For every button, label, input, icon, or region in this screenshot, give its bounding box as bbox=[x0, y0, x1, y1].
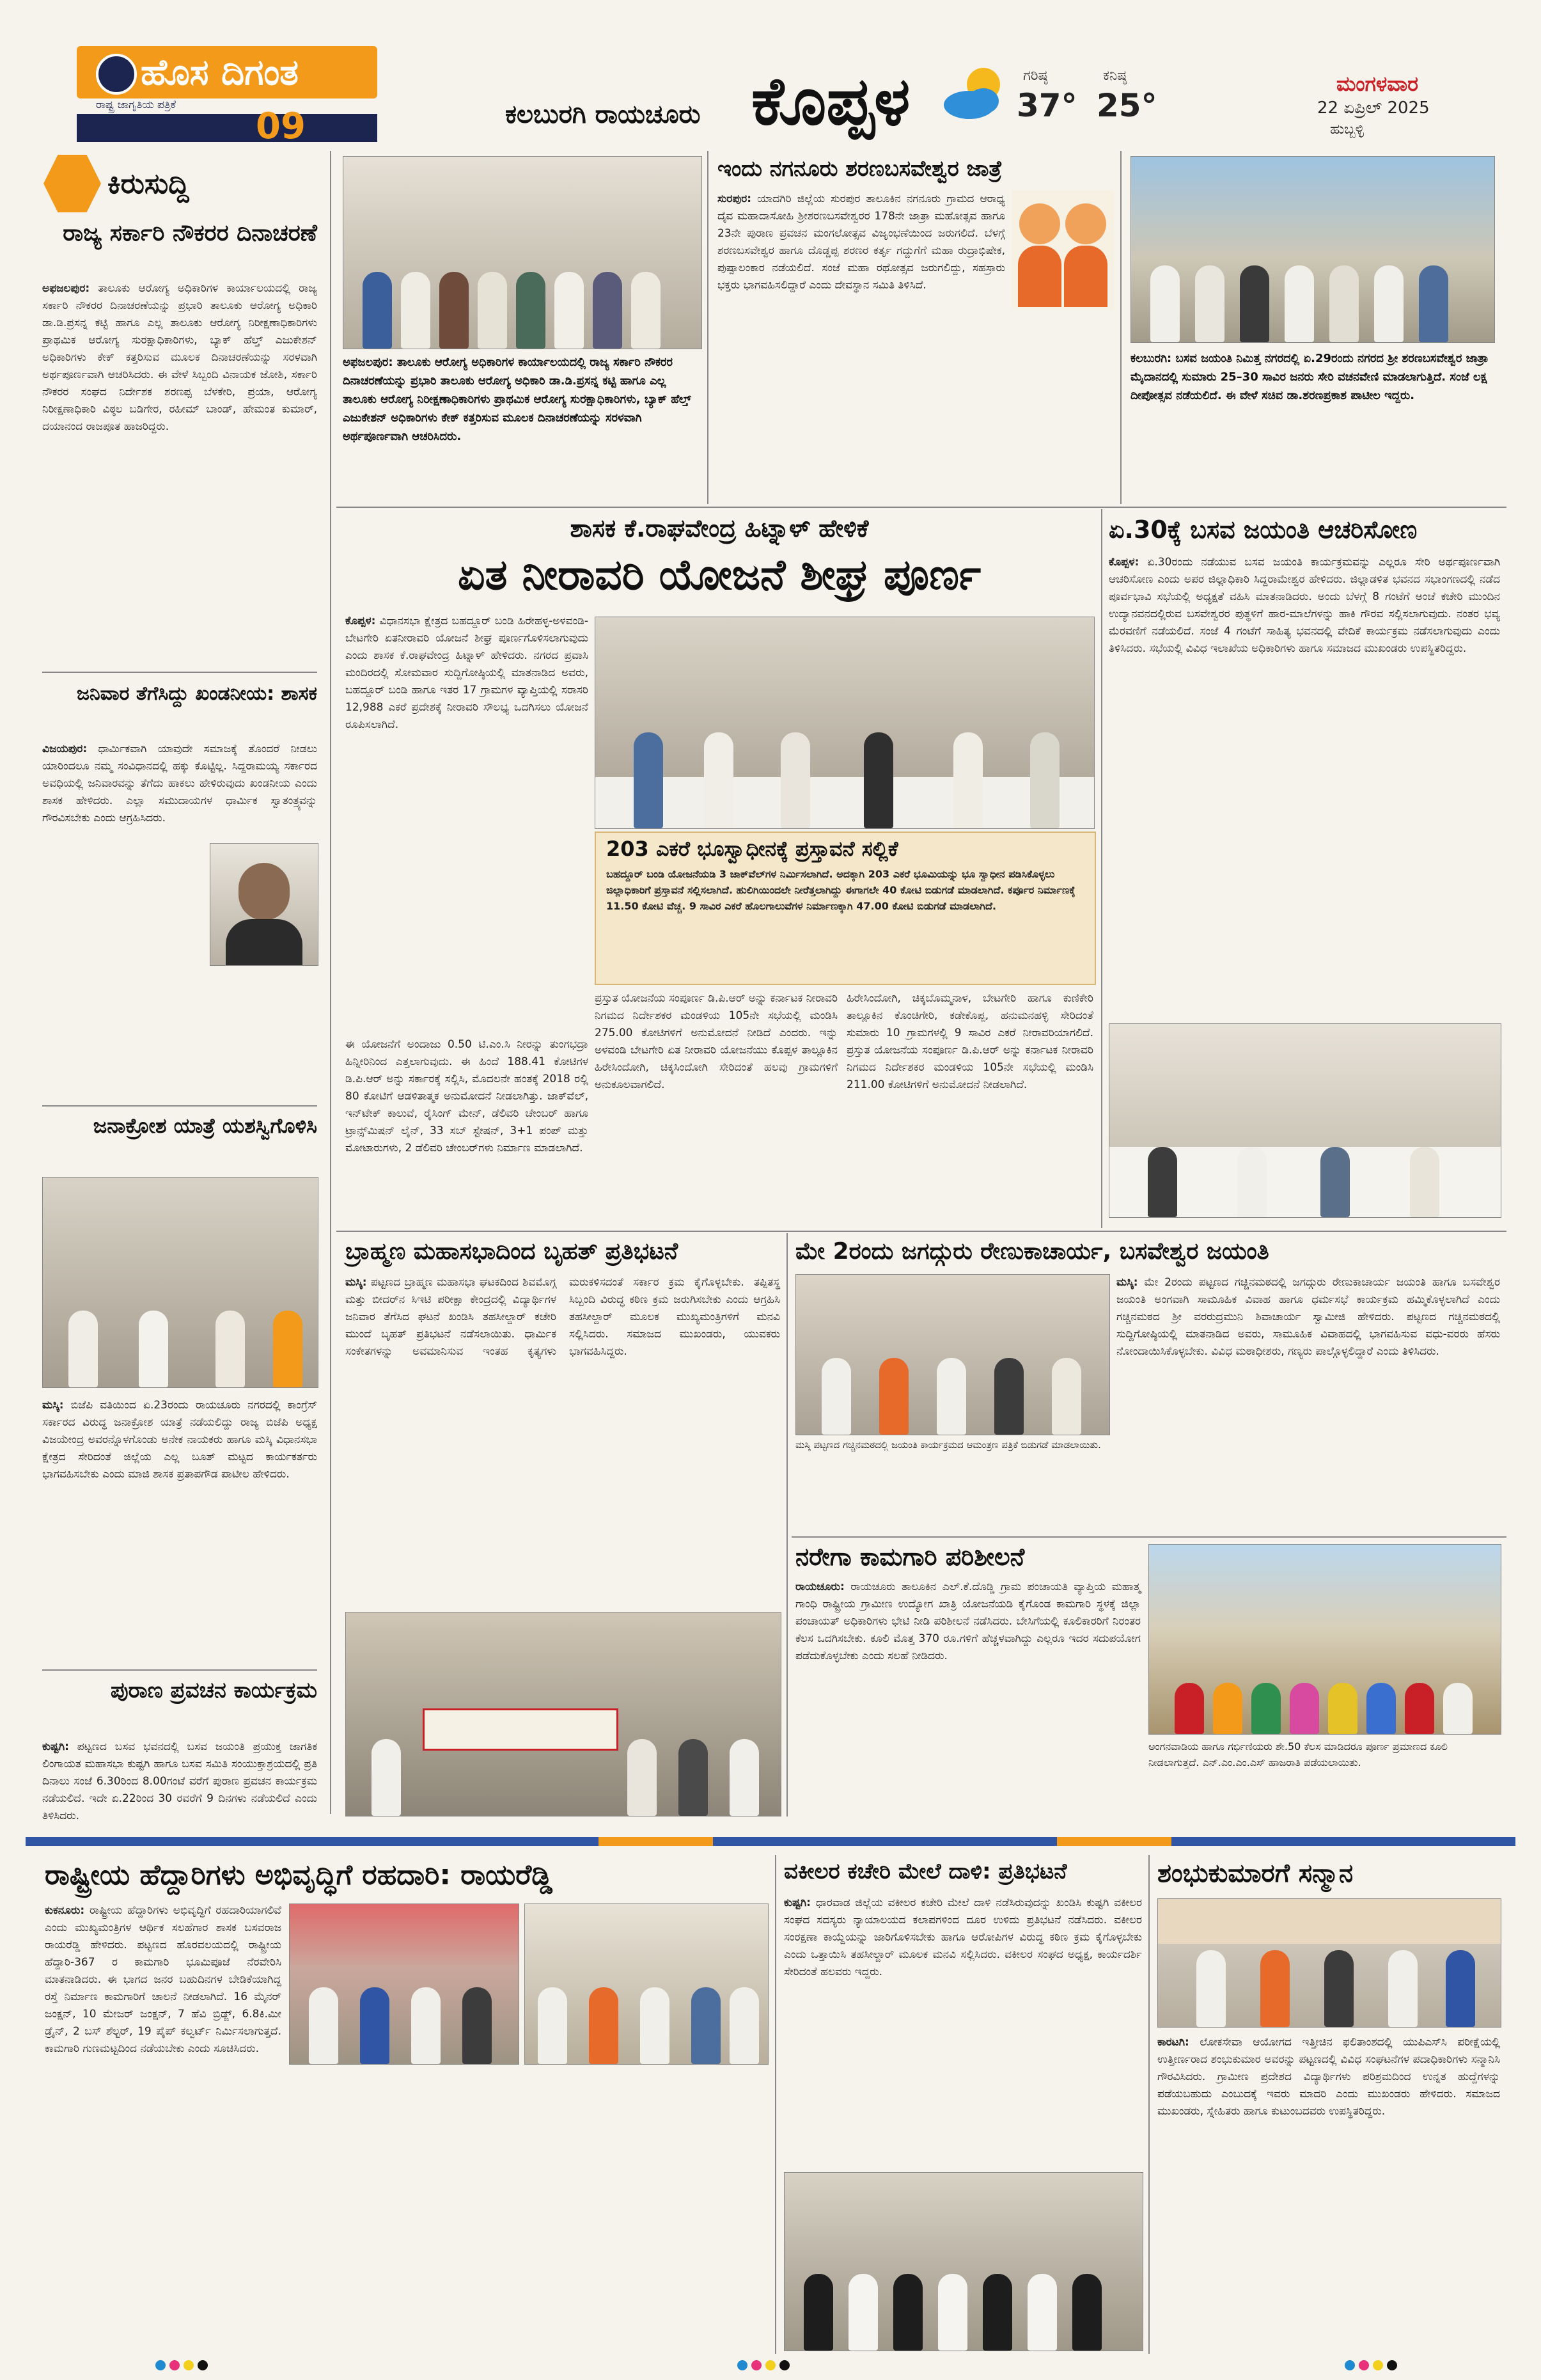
basava-body bbox=[1109, 554, 1500, 1012]
highway-headline: ರಾಷ್ಟ್ರೀಯ ಹೆದ್ದಾರಿಗಳು ಅಭಿವೃದ್ಧಿಗೆ ರಹದಾರಿ: ರಾಯರೆಡ್ಡಿ bbox=[45, 1859, 552, 1891]
brahmana-body bbox=[345, 1274, 780, 1607]
honor-byline: ಕಾರಟಗಿ: bbox=[1157, 2036, 1189, 2049]
narega-worksite-photo bbox=[1148, 1544, 1501, 1735]
logo-tagline: ರಾಷ್ಟ್ರ ಜಾಗೃತಿಯ ಪತ್ರಿಕೆ bbox=[96, 99, 176, 111]
masthead bbox=[0, 0, 1541, 154]
story-body bbox=[42, 1397, 317, 1666]
section-divider bbox=[792, 1536, 1506, 1538]
brahmana-headline: ಬ್ರಾಹ್ಮಣ ಮಹಾಸಭಾದಿಂದ ಬೃಹತ್ ಪ್ರತಿಭಟನೆ bbox=[345, 1238, 678, 1265]
kirusuddi-header bbox=[43, 155, 203, 212]
lead-column-4 bbox=[847, 990, 1093, 1227]
story-byline: ಕುಷ್ಟಗಿ: bbox=[42, 1740, 69, 1753]
info-box bbox=[595, 831, 1096, 985]
jatre-body bbox=[717, 191, 1005, 501]
narega-headline: ನರೇಗಾ ಕಾಮಗಾರಿ ಪರಿಶೀಲನೆ bbox=[795, 1543, 1025, 1571]
honor-photo bbox=[1157, 1898, 1501, 2028]
lead-text-3: ಪ್ರಸ್ತುತ ಯೋಜನೆಯ ಸಂಪೂರ್ಣ ಡಿ.ಪಿ.ಆರ್ ಅನ್ನು ಕರ್ನಾಟಕ ನೀರಾವರಿ ನಿಗಮದ ನಿರ್ದೇಶಕರ ಮಂಡಳಿಯ 105ನೇ ಸಭೆಯಲ್ಲಿ ಮಂಡಿಸಿ 275.00 ಕೋಟಿಗಳಿಗೆ ಅನುಮೋದನೆ ನೀಡಿದೆ ಎಂದರು. ಇನ್ನು ಅಳವಂಡಿ ಬೇಟಗೇರಿ ಏತ ನೀರಾವರಿ ಯೋಜನೆಯು ಕೊಪ್ಪಳ ತಾಲ್ಲೂಕಿನ ಹಿರೇಸಿಂದೋಗಿ, ಚಿಕ್ಕಸಿಂದೋಗಿ ಸೇರಿದಂತೆ ಹಲವು ಗ್ರಾಮಗಳಿಗೆ ಅನುಕೂಲವಾಗಲಿದೆ. bbox=[595, 992, 838, 1091]
jatre-text: ಯಾದಗಿರಿ ಜಿಲ್ಲೆಯ ಸುರಪುರ ತಾಲೂಕಿನ ನಗನೂರು ಗ್ರಾಮದ ಆರಾಧ್ಯ ದೈವ ಮಹಾದಾಸೋಹಿ ಶ್ರೀಶರಣಬಸವೇಶ್ವರರ 178ನೇ ಜಾತ್ರಾ ಮಹೋತ್ಸವ ಹಾಗೂ 23ನೇ ಪುರಾಣ ಪ್ರವಚನ ಮಂಗಲೋತ್ಸವ ವಿಜೃಂಭಣೆಯಿಂದ ಜರುಗಲಿದೆ. ಬೆಳಗ್ಗೆ ಶರಣಬಸವೇಶ್ವರ ಹಾಗೂ ದೊಡ್ಡಪ್ಪ ಶರಣರ ಕರ್ತೃ ಗದ್ದುಗೆಗೆ ಮಹಾ ರುದ್ರಾಭಿಷೇಕ, ಪುಷ್ಪಾಲಂಕಾರ ನಡೆಯಲಿದೆ. ಸಂಜೆ ಮಹಾ ರಥೋತ್ಸವ ಜರುಗಲಿದ್ದು, ಸಹಸ್ರಾರು ಭಕ್ತರು ಭಾಗವಹಿಸಲಿದ್ದಾರೆ ಎಂದು ದೇವಸ್ಥಾನ ಸಮಿತಿ ತಿಳಿಸಿದೆ. bbox=[717, 193, 1005, 292]
story-body bbox=[42, 280, 317, 664]
story-head: ರಾಜ್ಯ ಸರ್ಕಾರಿ ನೌಕರರ ದಿನಾಚರಣೆ bbox=[63, 220, 317, 246]
story-head: ಜನಿವಾರ ತೆಗೆಸಿದ್ದು ಖಂಡನೀಯ: ಶಾಸಕ bbox=[76, 682, 317, 705]
renuka-body bbox=[1116, 1274, 1500, 1530]
column-divider bbox=[1120, 151, 1122, 504]
max-temp-label: ಗರಿಷ್ಠ bbox=[1023, 68, 1048, 84]
lawyer-byline: ಕುಷ್ಟಗಿ: bbox=[784, 1896, 811, 1909]
highway-body-1 bbox=[45, 1902, 281, 2350]
narega-text: ರಾಯಚೂರು ತಾಲೂಕಿನ ಎಲ್.ಕೆ.ದೊಡ್ಡಿ ಗ್ರಾಮ ಪಂಚಾಯತಿ ವ್ಯಾಪ್ತಿಯ ಮಹಾತ್ಮ ಗಾಂಧಿ ರಾಷ್ಟ್ರೀಯ ಗ್ರಾಮೀಣ ಉದ್ಯೋಗ ಖಾತ್ರಿ ಯೋಜನೆಯಡಿ ಕೈಗೊಂಡ ಕಾಮಗಾರಿ ಸ್ಥಳಕ್ಕೆ ಜಿಲ್ಲಾ ಪಂಚಾಯತ್ ಅಧಿಕಾರಿಗಳು ಭೇಟಿ ನೀಡಿ ಪರಿಶೀಲನೆ ನಡೆಸಿದರು. ಬೇಸಿಗೆಯಲ್ಲಿ ಕೂಲಿಕಾರರಿಗೆ ನಿರಂತರ ಕೆಲಸ ಒದಗಿಸಬೇಕು. ಕೂಲಿ ಮೊತ್ತ 370 ರೂ.ಗಳಿಗೆ ಹೆಚ್ಚಳವಾಗಿದ್ದು ಎಲ್ಲರೂ ಇದರ ಸದುಪಯೋಗ ಪಡೆದುಕೊಳ್ಳಬೇಕು ಎಂದು ಸಲಹೆ ನೀಡಿದರು. bbox=[795, 1580, 1141, 1662]
lawyers-protest-photo bbox=[784, 2172, 1143, 2351]
kirusuddi-title: ಕಿರುಸುದ್ದಿ bbox=[107, 168, 189, 200]
info-box-text: ಬಹದ್ದೂರ್ ಬಂಡಿ ಯೋಜನೆಯಡಿ 3 ಜಾಕ್‌ವೆಲ್‌ಗಳ ನಿರ್ಮಿಸಲಾಗಿದೆ. ಅದಕ್ಕಾಗಿ 203 ಎಕರೆ ಭೂಮಿಯನ್ನು ಭೂ ಸ್ವಾಧೀನ ಪಡಿಸಿಕೊಳ್ಳಲು ಜಿಲ್ಲಾಧಿಕಾರಿಗೆ ಪ್ರಸ್ತಾವನೆ ಸಲ್ಲಿಸಲಾಗಿದೆ. ಹುಲಿಗಿಯಿಂದಲೇ ನೀರೆತ್ತಲಾಗಿದ್ದು ಈಗಾಗಲೇ 40 ಕೋಟಿ ಬಿಡುಗಡೆ ಮಾಡಲಾಗಿದೆ. ಕರ್ಪೂರ ನಿರ್ಮಾಣಕ್ಕೆ 11.50 ಕೋಟಿ ವೆಚ್ಚ. 9 ಸಾವಿರ ಎಕರೆ ಹೊಲಗಾಲುವೆಗಳ ನಿರ್ಮಾಣಕ್ಕಾಗಿ 47.00 ಕೋಟಿ ಬಿಡುಗಡೆ ಮಾಡಲಾಗಿದೆ. bbox=[606, 868, 1076, 912]
brahmana-text: ಪಟ್ಟಣದ ಬ್ರಾಹ್ಮಣ ಮಹಾಸಭಾ ಘಟಕದಿಂದ ಶಿವಮೊಗ್ಗ ಮತ್ತು ಬೀದರ್‌ನ ಸಿಇಟಿ ಪರೀಕ್ಷಾ ಕೇಂದ್ರದಲ್ಲಿ ವಿದ್ಯಾರ್ಥಿಗಳ ಜನಿವಾರ ತೆಗೆಸಿದ ಘಟನೆ ಖಂಡಿಸಿ ತಹಸೀಲ್ದಾರ್ ಕಚೇರಿ ಮುಂದೆ ಬೃಹತ್ ಪ್ರತಿಭಟನೆ ನಡೆಸಲಾಯಿತು. ಧಾರ್ಮಿಕ ಸಂಕೇತಗಳನ್ನು ಅವಮಾನಿಸುವ ಇಂತಹ ಕೃತ್ಯಗಳು ಮರುಕಳಿಸದಂತೆ ಸರ್ಕಾರ ಕ್ರಮ ಕೈಗೊಳ್ಳಬೇಕು. ತಪ್ಪಿತಸ್ಥ ಸಿಬ್ಬಂದಿ ವಿರುದ್ಧ ಕಠಿಣ ಕ್ರಮ ಜರುಗಿಸಬೇಕು ಎಂದು ಆಗ್ರಹಿಸಿ ತಹಸೀಲ್ದಾರ್ ಮೂಲಕ ಮುಖ್ಯಮಂತ್ರಿಗಳಿಗೆ ಮನವಿ ಸಲ್ಲಿಸಿದರು. ಸಮಾಜದ ಮುಖಂಡರು, ಯುವಕರು ಭಾಗವಹಿಸಿದ್ದರು. bbox=[345, 1276, 780, 1358]
column-divider bbox=[1101, 509, 1102, 1228]
max-temp: 37° bbox=[1017, 87, 1077, 124]
min-temp-label: ಕನಿಷ್ಠ bbox=[1103, 68, 1127, 84]
lead-column-3 bbox=[595, 990, 838, 1227]
photo-caption: ಅಂಗನವಾಡಿಯ ಹಾಗೂ ಗರ್ಭಿಣಿಯರು ಶೇ.50 ಕೆಲಸ ಮಾಡಿದರೂ ಪೂರ್ಣ ಪ್ರಮಾಣದ ಕೂಲಿ ನೀಡಲಾಗುತ್ತದೆ. ಎನ್.ಎಂ.ಎಂ.ಎಸ್ ಹಾಜರಾತಿ ಪಡೆಯಲಾಯಿತು. bbox=[1148, 1740, 1448, 1769]
lead-text-1: ವಿಧಾನಸಭಾ ಕ್ಷೇತ್ರದ ಬಹದ್ದೂರ್ ಬಂಡಿ ಹಿರೇಹಳ್ಳ-ಅಳವಂಡಿ-ಬೇಟಗೇರಿ ಏತನೀರಾವರಿ ಯೋಜನೆ ಶೀಘ್ರ ಪೂರ್ಣಗೊಳಿಸಲಾಗುವುದು ಎಂದು ಶಾಸಕ ಕೆ.ರಾಘವೇಂದ್ರ ಹಿಟ್ನಾಳ್ ಹೇಳಿದರು. ನಗರದ ಪ್ರವಾಸಿ ಮಂದಿರದಲ್ಲಿ ಸೋಮವಾರ ಸುದ್ದಿಗೋಷ್ಠಿಯಲ್ಲಿ ಮಾತನಾಡಿದ ಅವರು, ಬಹದ್ದೂರ್ ಬಂಡಿ ಹಾಗೂ ಇತರ 17 ಗ್ರಾಮಗಳ ವ್ಯಾಪ್ತಿಯಲ್ಲಿ ಸರಾಸರಿ 12,988 ಎಕರೆ ಪ್ರದೇಶಕ್ಕೆ ನೀರಾವರಿ ಸೌಲಭ್ಯ ಒದಗಿಸಲು ಯೋಜನೆ ರೂಪಿಸಲಾಗಿದೆ. bbox=[345, 615, 589, 731]
story-body bbox=[42, 741, 317, 1099]
narega-body bbox=[795, 1579, 1141, 1815]
story-byline: ವಿಜಯಪುರ: bbox=[42, 743, 88, 755]
photo-caption: ಮಸ್ಕಿ ಪಟ್ಟಣದ ಗಚ್ಚಿನಮಠದಲ್ಲಿ ಜಯಂತಿ ಕಾರ್ಯಕ್ರಮದ ಆಮಂತ್ರಣ ಪತ್ರಿಕೆ ಬಿಡುಗಡೆ ಮಾಡಲಾಯಿತು. bbox=[795, 1439, 1101, 1451]
column-divider bbox=[330, 151, 331, 1814]
honor-body bbox=[1157, 2034, 1500, 2350]
lead-text-4: ಹಿರೇಸಿಂದೋಗಿ, ಚಿಕ್ಕಬೊಮ್ಮನಾಳ, ಬೇಟಗೇರಿ ಹಾಗೂ ಕುಣಿಕೇರಿ ತಾಲ್ಲೂಕಿನ ಕೊಂಚಿಗೇರಿ, ಕಡೇಕೊಪ್ಪ, ಹನುಮನಹಳ್ಳಿ ಸೇರಿದಂತೆ ಸುಮಾರು 10 ಗ್ರಾಮಗಳಲ್ಲಿ 9 ಸಾವಿರ ಎಕರೆ ನೀರಾವರಿಯಾಗಲಿದೆ. ಪ್ರಸ್ತುತ ಯೋಜನೆಯ ಸಂಪೂರ್ಣ ಡಿ.ಪಿ.ಆರ್ ಅನ್ನು ಕರ್ನಾಟಕ ನೀರಾವರಿ ನಿಗಮದ ನಿರ್ದೇಶಕರ ಮಂಡಳಿಯ 105ನೇ ಸಭೆಯಲ್ಲಿ ಮಂಡಿಸಿ 211.00 ಕೋಟಿಗಳಿಗೆ ಅನುಮೋದನೆ ನೀಡಲಾಗಿದೆ. bbox=[847, 992, 1093, 1091]
highway-byline: ಕುಕನೂರು: bbox=[45, 1904, 85, 1917]
leaders-photo bbox=[42, 1177, 318, 1388]
basava-headline: ಏ.30ಕ್ಕೆ ಬಸವ ಜಯಂತಿ ಆಚರಿಸೋಣ bbox=[1109, 516, 1418, 544]
lead-text-2: ಈ ಯೋಜನೆಗೆ ಅಂದಾಜು 0.50 ಟಿ.ಎಂ.ಸಿ ನೀರನ್ನು ತುಂಗಭದ್ರಾ ಹಿನ್ನೀರಿನಿಂದ ಎತ್ತಲಾಗುವುದು. ಈ ಹಿಂದೆ 188.41 ಕೋಟಿಗಳ ಡಿ.ಪಿ.ಆರ್ ಅನ್ನು ಸರ್ಕಾರಕ್ಕೆ ಸಲ್ಲಿಸಿ, ಮೊದಲನೇ ಹಂತಕ್ಕೆ 2018 ರಲ್ಲಿ 80 ಕೋಟಿಗೆ ಆಡಳಿತಾತ್ಮಕ ಅನುಮೋದನೆ ನೀಡಲಾಗಿತ್ತು. ಜಾಕ್‌ವೆಲ್, ಇನ್‌ಟೇಕ್ ಕಾಲುವೆ, ರೈಸಿಂಗ್ ಮೇನ್, ಡೆಲಿವರಿ ಚೇಂಬರ್ ಹಾಗೂ ಟ್ರಾನ್ಸ್‌ಮಿಷನ್ ಲೈನ್, 33 ಸಬ್ ಸ್ಟೇಷನ್, 3+1 ಪಂಪ್ ಮತ್ತು ಮೋಟಾರುಗಳು, 2 ಡೆಲಿವರಿ ಚೇಂಬರ್‌ಗಳು ನಿರ್ಮಾಣ ಮಾಡಲಾಗಿದೆ. bbox=[345, 1038, 588, 1155]
renuka-byline: ಮಸ್ಕಿ: bbox=[1116, 1276, 1138, 1289]
lead-byline: ಕೊಪ್ಪಳ: bbox=[345, 615, 376, 627]
weekday: ಮಂಗಳವಾರ bbox=[1336, 72, 1419, 96]
jatre-byline: ಸುರಪುರ: bbox=[717, 193, 752, 205]
registration-dots-icon bbox=[735, 2360, 792, 2373]
story-text: ತಾಲೂಕು ಆರೋಗ್ಯ ಅಧಿಕಾರಿಗಳ ಕಾರ್ಯಾಲಯದಲ್ಲಿ ರಾಜ್ಯ ಸರ್ಕಾರಿ ನೌಕರರ ದಿನಾಚರಣೆಯನ್ನು ಪ್ರಭಾರಿ ತಾಲೂಕು ಆರೋಗ್ಯ ಅಧಿಕಾರಿ ಡಾ.ಡಿ.ಪ್ರಸನ್ನ ಕಟ್ಟಿ ಹಾಗೂ ಎಲ್ಲ ತಾಲೂಕು ಆರೋಗ್ಯ ನಿರೀಕ್ಷಣಾಧಿಕಾರಿಗಳು ಪ್ರಾಥಮಿಕ ಆರೋಗ್ಯ ಸುರಕ್ಷಾಧಿಕಾರಿಗಳು, ಬ್ಯಾಕ್ ಹೆಲ್ತ್ ಎಜುಕೇಶನ್ ಅಧಿಕಾರಿಗಳು ಕೇಕ್ ಕತ್ತರಿಸುವ ಮೂಲಕ ದಿನಾಚರಣೆಯನ್ನು ಸರಳವಾಗಿ ಅರ್ಥಪೂರ್ಣವಾಗಿ ಆಚರಿಸಿದರು. ಈ ವೇಳೆ ಸಿಬ್ಬಂದಿ ವಿನಾಯಕ ಜೋಶಿ, ಸರ್ಕಾರಿ ನೌಕರರ ಸಂಘದ ನಿರ್ದೇಶಕ ಶರಣಪ್ಪ ಬೆಳಕೇರಿ, ಪ್ರಯಾ, ಆರೋಗ್ಯ ನಿರೀಕ್ಷಣಾಧಿಕಾರಿ ವಿಠ್ಠಲ ಬಡಿಗೇರ, ರಹೀಮ್ ಬಾಂಡ್, ಹೇಮಂತ ಕುಮಾರ್, ದಯಾನಂದ ರಾಜಪೂತ ಹಾಜರಿದ್ದರು. bbox=[42, 282, 317, 433]
page-number-bg bbox=[77, 114, 377, 142]
honor-text: ಲೋಕಸೇವಾ ಆಯೋಗದ ಇತ್ತೀಚಿನ ಫಲಿತಾಂಶದಲ್ಲಿ ಯುಪಿಎಸ್‌ಸಿ ಪರೀಕ್ಷೆಯಲ್ಲಿ ಉತ್ತೀರ್ಣರಾದ ಶಂಭುಕುಮಾರ ಅವರನ್ನು ಪಟ್ಟಣದಲ್ಲಿ ವಿವಿಧ ಸಂಘಟನೆಗಳ ಪದಾಧಿಕಾರಿಗಳು ಸನ್ಮಾನಿಸಿ ಗೌರವಿಸಿದರು. ಗ್ರಾಮೀಣ ಪ್ರದೇಶದ ವಿದ್ಯಾರ್ಥಿಗಳು ಪರಿಶ್ರಮದಿಂದ ಉನ್ನತ ಹುದ್ದೆಗಳನ್ನು ಪಡೆಯಬಹುದು ಎಂಬುದಕ್ಕೆ ಇವರು ಮಾದರಿ ಎಂದು ಮುಖಂಡರು ಹೇಳಿದರು. ಸಮಾಜದ ಮುಖಂಡರು, ಸ್ನೇಹಿತರು ಹಾಗೂ ಕುಟುಂಬದವರು ಉಪಸ್ಥಿತರಿದ್ದರು. bbox=[1157, 2036, 1501, 2118]
column-divider bbox=[786, 1233, 788, 1817]
basava-byline: ಕೊಪ್ಪಳ: bbox=[1109, 556, 1139, 569]
renuka-headline: ಮೇ 2ರಂದು ಜಗದ್ಗುರು ರೇಣುಕಾಚಾರ್ಯ, ಬಸವೇಶ್ವರ ಜಯಂತಿ bbox=[795, 1238, 1269, 1265]
lawyer-headline: ವಕೀಲರ ಕಚೇರಿ ಮೇಲೆ ದಾಳಿ: ಪ್ರತಿಭಟನೆ bbox=[784, 1859, 1067, 1884]
jatre-headline: ಇಂದು ನಗನೂರು ಶರಣಬಸವೇಶ್ವರ ಜಾತ್ರೆ bbox=[717, 156, 1003, 182]
divider bbox=[42, 672, 317, 673]
highway-ceremony-photo bbox=[289, 1903, 519, 2065]
ground-visit-photo bbox=[1130, 156, 1495, 343]
story-byline: ಮಸ್ಕಿ: bbox=[42, 1399, 64, 1412]
story-head: ಜನಾಕ್ರೋಶ ಯಾತ್ರೆ ಯಶಸ್ವಿಗೊಳಿಸಿ bbox=[93, 1114, 317, 1138]
honor-headline: ಶಂಭುಕುಮಾರಗೆ ಸನ್ಮಾನ bbox=[1157, 1859, 1354, 1888]
story-text: ಧಾರ್ಮಿಕವಾಗಿ ಯಾವುದೇ ಸಮಾಜಕ್ಕೆ ತೊಂದರೆ ನೀಡಲು ಯಾರಿಂದಲೂ ನಮ್ಮ ಸಂವಿಧಾನದಲ್ಲಿ ಹಕ್ಕು ಕೊಟ್ಟಿಲ್ಲ. ಸಿದ್ದರಾಮಯ್ಯ ಸರ್ಕಾರದ ಅವಧಿಯಲ್ಲಿ ಜನಿವಾರವನ್ನು ತೆಗೆದು ಹಾಕಲು ಹೇಳಿರುವುದು ಖಂಡನೀಯ ಎಂದು ಶಾಸಕ ಹೇಳಿದರು. ಎಲ್ಲಾ ಸಮುದಾಯಗಳ ಧಾರ್ಮಿಕ ಸ್ವಾತಂತ್ರ್ಯವನ್ನು ಗೌರವಿಸಬೇಕು ಎಂದು ಆಗ್ರಹಿಸಿದರು. bbox=[42, 743, 318, 824]
logo-text: ಹೊಸ ದಿಗಂತ bbox=[141, 52, 299, 93]
renuka-event-photo bbox=[795, 1274, 1110, 1435]
divider bbox=[42, 1669, 317, 1671]
info-box-title: 203 ಎಕರೆ ಭೂಸ್ವಾಧೀನಕ್ಕೆ ಪ್ರಸ್ತಾವನೆ ಸಲ್ಲಿಕೆ bbox=[606, 837, 898, 861]
district-title: ಕೊಪ್ಪಳ bbox=[751, 62, 911, 140]
divider bbox=[42, 1105, 317, 1107]
issue-date: 22 ಏಪ್ರಿಲ್ 2025 bbox=[1317, 99, 1430, 118]
region-label: ಕಲಬುರಗಿ ರಾಯಚೂರು bbox=[505, 100, 701, 129]
registration-dots-icon bbox=[153, 2360, 210, 2373]
basava-text: ಏ.30ರಂದು ನಡೆಯುವ ಬಸವ ಜಯಂತಿ ಕಾರ್ಯಕ್ರಮವನ್ನು ಎಲ್ಲರೂ ಸೇರಿ ಅರ್ಥಪೂರ್ಣವಾಗಿ ಆಚರಿಸೋಣ ಎಂದು ಅಪರ ಜಿಲ್ಲಾಧಿಕಾರಿ ಸಿದ್ದರಾಮೇಶ್ವರ ಹೇಳಿದರು. ಜಿಲ್ಲಾಡಳಿತ ಭವನದ ಸಭಾಂಗಣದಲ್ಲಿ ನಡೆದ ಪೂರ್ವಭಾವಿ ಸಭೆಯಲ್ಲಿ ಅಧ್ಯಕ್ಷತೆ ವಹಿಸಿ ಮಾತನಾಡಿದರು. ಅಂದು ಬೆಳಗ್ಗೆ 8 ಗಂಟೆಗೆ ಅಂಚೆ ಕಚೇರಿ ಮುಂದಿನ ಉದ್ಯಾನವನದಲ್ಲಿರುವ ಬಸವೇಶ್ವರರ ಪುತ್ಥಳಿಗೆ ಹಾರ-ಮಾಲೆಗಳನ್ನು ಹಾಕಿ ಗೌರವ ಸಲ್ಲಿಸಲಾಗುವುದು. ನಂತರ ಭವ್ಯ ಮೆರವಣಿಗೆ ನಡೆಯಲಿದೆ. ಸಂಜೆ 4 ಗಂಟೆಗೆ ಸಾಹಿತ್ಯ ಭವನದಲ್ಲಿ ವೇದಿಕೆ ಕಾರ್ಯಕ್ರಮ ನಡೆಸಲಾಗುವುದು ಎಂದು ತಿಳಿಸಿದರು. ಸಭೆಯಲ್ಲಿ ವಿವಿಧ ಇಲಾಖೆಯ ಅಧಿಕಾರಿಗಳು ಹಾಗೂ ಸಮಾಜದ ಮುಖಂಡರು ಉಪಸ್ಥಿತರಿದ್ದರು. bbox=[1109, 556, 1500, 655]
edition-city: ಹುಬ್ಬಳ್ಳಿ bbox=[1330, 122, 1365, 138]
story-text: ಪಟ್ಟಣದ ಬಸವ ಭವನದಲ್ಲಿ ಬಸವ ಜಯಂತಿ ಪ್ರಯುಕ್ತ ಜಾಗತಿಕ ಲಿಂಗಾಯತ ಮಹಾಸಭಾ ಕುಷ್ಟಗಿ ಹಾಗೂ ಬಸವ ಸಮಿತಿ ಸಂಯುಕ್ತಾಶ್ರಯದಲ್ಲಿ ಪ್ರತಿ ದಿನಾಲು ಸಂಜೆ 6.30ರಿಂದ 8.00ಗಂಟೆ ವರೆಗೆ ಪುರಾಣ ಪ್ರವಚನ ಕಾರ್ಯಕ್ರಮ ನಡೆಯಲಿದೆ. ಇದೇ ಏ.22ರಿಂದ 30 ರವರೆಗೆ 9 ದಿನಗಳು ನಡೆಯಲಿದೆ ಎಂದು ತಿಳಿಸಿದರು. bbox=[42, 1740, 318, 1822]
kirusuddi-hand-icon bbox=[43, 155, 101, 212]
lawyer-body bbox=[784, 1895, 1142, 2163]
renuka-text: ಮೇ 2ರಂದು ಪಟ್ಟಣದ ಗಚ್ಚಿನಮಠದಲ್ಲಿ ಜಗದ್ಗುರು ರೇಣುಕಾಚಾರ್ಯ ಜಯಂತಿ ಹಾಗೂ ಬಸವೇಶ್ವರ ಜಯಂತಿ ಅಂಗವಾಗಿ ಸಾಮೂಹಿಕ ವಿವಾಹ ಹಾಗೂ ಧರ್ಮಸಭೆ ಕಾರ್ಯಕ್ರಮ ಹಮ್ಮಿಕೊಳ್ಳಲಾಗಿದೆ ಎಂದು ಗಚ್ಚಿನಮಠದ ಶ್ರೀ ವರರುದ್ರಮುನಿ ಶಿವಾಚಾರ್ಯ ಸ್ವಾಮೀಜಿ ಹೇಳಿದರು. ಪಟ್ಟಣದ ಗಚ್ಚಿನಮಠದಲ್ಲಿ ಸುದ್ದಿಗೋಷ್ಠಿಯಲ್ಲಿ ಮಾತನಾಡಿದ ಅವರು, ಸಾಮೂಹಿಕ ವಿವಾಹದಲ್ಲಿ ಭಾಗವಹಿಸುವ ವಧು-ವರರು ಹೆಸರು ನೋಂದಾಯಿಸಿಕೊಳ್ಳಬೇಕು. ವಿವಿಧ ಮಠಾಧೀಶರು, ಗಣ್ಯರು ಪಾಲ್ಗೊಳ್ಳಲಿದ್ದಾರೆ ಎಂದು ತಿಳಿಸಿದರು. bbox=[1116, 1276, 1500, 1358]
story-byline: ಅಫಜಲಪುರ: bbox=[42, 282, 90, 295]
brahmana-byline: ಮಸ್ಕಿ: bbox=[345, 1276, 367, 1289]
section-divider bbox=[336, 1231, 1506, 1232]
column-divider bbox=[1148, 1855, 1150, 2354]
press-meet-photo bbox=[595, 617, 1095, 829]
section-divider bbox=[336, 507, 1506, 508]
story-text: ಬಿಜೆಪಿ ವತಿಯಿಂದ ಏ.23ರಂದು ರಾಯಚೂರು ನಗರದಲ್ಲಿ ಕಾಂಗ್ರೆಸ್ ಸರ್ಕಾರದ ವಿರುದ್ಧ ಜನಾಕ್ರೋಶ ಯಾತ್ರೆ ನಡೆಯಲಿದ್ದು ರಾಜ್ಯ ಬಿಜೆಪಿ ಅಧ್ಯಕ್ಷ ವಿಜಯೇಂದ್ರ ಅವರನ್ನೊಳಗೊಂಡು ಅನೇಕ ನಾಯಕರು ಹಾಗೂ ಮಸ್ಕಿ ವಿಧಾನಸಭಾ ಕ್ಷೇತ್ರದ ಸೇರಿದಂತೆ ಜಿಲ್ಲೆಯ ಎಲ್ಲ ಬೂತ್ ಮಟ್ಟದ ಕಾರ್ಯಕರ್ತರು ಭಾಗವಹಿಸಬೇಕು ಎಂದು ಮಾಜಿ ಶಾಸಕ ಪ್ರತಾಪಗೌಡ ಪಾಟೀಲ ಹೇಳಿದರು. bbox=[42, 1399, 317, 1481]
lead-headline: ಏತ ನೀರಾವರಿ ಯೋಜನೆ ಶೀಘ್ರ ಪೂರ್ಣ bbox=[457, 550, 982, 599]
photo-caption: ಅಫಜಲಪುರ: ತಾಲೂಕು ಆರೋಗ್ಯ ಅಧಿಕಾರಿಗಳ ಕಾರ್ಯಾಲಯದಲ್ಲಿ ರಾಜ್ಯ ಸರ್ಕಾರಿ ನೌಕರರ ದಿನಾಚರಣೆಯನ್ನು ಪ್ರಭಾರಿ ತಾಲೂಕು ಆರೋಗ್ಯ ಅಧಿಕಾರಿ ಡಾ.ಡಿ.ಪ್ರಸನ್ನ ಕಟ್ಟಿ ಹಾಗೂ ಎಲ್ಲ ತಾಲೂಕು ಆರೋಗ್ಯ ನಿರೀಕ್ಷಣಾಧಿಕಾರಿಗಳು ಪ್ರಾಥಮಿಕ ಆರೋಗ್ಯ ಸುರಕ್ಷಾಧಿಕಾರಿಗಳು, ಬ್ಯಾಕ್ ಹೆಲ್ತ್ ಎಜುಕೇಶನ್ ಅಧಿಕಾರಿಗಳು ಕೇಕ್ ಕತ್ತರಿಸುವ ಮೂಲಕ ದಿನಾಚರಣೆಯನ್ನು ಸರಳವಾಗಿ ಅರ್ಥಪೂರ್ಣವಾಗಿ ಆಚರಿಸಿದರು. bbox=[343, 356, 691, 443]
story-head: ಪುರಾಣ ಪ್ರವಚನ ಕಾರ್ಯಕ್ರಮ bbox=[110, 1678, 317, 1703]
lead-kicker: ಶಾಸಕ ಕೆ.ರಾಘವೇಂದ್ರ ಹಿಟ್ನಾಳ್ ಹೇಳಿಕೆ bbox=[570, 514, 869, 542]
column-divider bbox=[775, 1855, 776, 2354]
highway-text: ರಾಷ್ಟ್ರೀಯ ಹೆದ್ದಾರಿಗಳು ಅಭಿವೃದ್ಧಿಗೆ ರಹದಾರಿಯಾಗಲಿವೆ ಎಂದು ಮುಖ್ಯಮಂತ್ರಿಗಳ ಆರ್ಥಿಕ ಸಲಹೆಗಾರ ಶಾಸಕ ಬಸವರಾಜ ರಾಯರೆಡ್ಡಿ ಹೇಳಿದರು. ಪಟ್ಟಣದ ಹೊರವಲಯದಲ್ಲಿ ರಾಷ್ಟ್ರೀಯ ಹೆದ್ದಾರಿ-367 ರ ಕಾಮಗಾರಿ ಭೂಮಿಪೂಜೆ ನೆರವೇರಿಸಿ ಮಾತನಾಡಿದರು. ಈ ಭಾಗದ ಜನರ ಬಹುದಿನಗಳ ಬೇಡಿಕೆಯಾಗಿದ್ದ ರಸ್ತೆ ನಿರ್ಮಾಣ ಕಾಮಗಾರಿಗೆ ಚಾಲನೆ ನೀಡಲಾಗಿದೆ. 16 ಮೈನರ್ ಜಂಕ್ಷನ್, 10 ಮೇಜರ್ ಜಂಕ್ಷನ್, 7 ಹೆವಿ ಬ್ರಿಡ್ಜ್, 6.8ಕಿ.ಮೀ ಡ್ರೈನ್, 2 ಬಸ್ ಶೆಲ್ಟರ್, 19 ಪೈಪ್ ಕಲ್ವರ್ಟ್ ನಿರ್ಮಿಸಲಾಗುತ್ತದೆ. ಕಾಮಗಾರಿ ಗುಣಮಟ್ಟದಿಂದ ನಡೆಯಬೇಕು ಎಂದು ಸೂಚಿಸಿದರು. bbox=[45, 1904, 281, 2055]
photo-caption: ಕಲಬುರಗಿ: ಬಸವ ಜಯಂತಿ ನಿಮಿತ್ತ ನಗರದಲ್ಲಿ ಏ.29ರಂದು ನಗರದ ಶ್ರೀ ಶರಣಬಸವೇಶ್ವರ ಜಾತ್ರಾ ಮೈದಾನದಲ್ಲಿ ಸುಮಾರು 25–30 ಸಾವಿರ ಜನರು ಸೇರಿ ವಚನವೇಣಿ ಮಾಡಲಾಗುತ್ತಿದೆ. ಸಂಜೆ ಲಕ್ಷ ದೀಪೋತ್ಸವ ನಡೆಯಲಿದೆ. ಈ ವೇಳೆ ಸಚಿವ ಡಾ.ಶರಣಪ್ರಕಾಶ ಪಾಟೀಲ ಇದ್ದರು. bbox=[1130, 352, 1489, 402]
saint-portrait-photo bbox=[1012, 191, 1114, 310]
meeting-hall-photo bbox=[1109, 1023, 1501, 1218]
weather-sun-cloud-icon bbox=[940, 59, 1010, 129]
narega-byline: ರಾಯಚೂರು: bbox=[795, 1580, 845, 1593]
column-divider bbox=[707, 151, 708, 504]
lead-column-2 bbox=[345, 1036, 588, 1228]
page-number: 09 bbox=[256, 106, 306, 147]
min-temp: 25° bbox=[1097, 87, 1157, 124]
lawyer-text: ಧಾರವಾಡ ಜಿಲ್ಲೆಯ ವಕೀಲರ ಕಚೇರಿ ಮೇಲೆ ದಾಳಿ ನಡೆಸಿರುವುದನ್ನು ಖಂಡಿಸಿ ಕುಷ್ಟಗಿ ವಕೀಲರ ಸಂಘದ ಸದಸ್ಯರು ನ್ಯಾಯಾಲಯದ ಕಲಾಪಗಳಿಂದ ದೂರ ಉಳಿದು ಪ್ರತಿಭಟನೆ ನಡೆಸಿದರು. ವಕೀಲರ ಸಂರಕ್ಷಣಾ ಕಾಯ್ದೆಯನ್ನು ಜಾರಿಗೊಳಿಸಬೇಕು ಹಾಗೂ ಆರೋಪಿಗಳ ವಿರುದ್ಧ ಕಠಿಣ ಕ್ರಮ ಕೈಗೊಳ್ಳಬೇಕು ಎಂದು ಒತ್ತಾಯಿಸಿ ತಹಸೀಲ್ದಾರ್ ಮೂಲಕ ಮನವಿ ಸಲ್ಲಿಸಿದರು. ವಕೀಲರ ಸಂಘದ ಅಧ್ಯಕ್ಷ, ಕಾರ್ಯದರ್ಶಿ ಸೇರಿದಂತೆ ಹಲವರು ಇದ್ದರು. bbox=[784, 1896, 1143, 1978]
registration-dots-icon bbox=[1343, 2360, 1399, 2373]
health-office-photo bbox=[343, 156, 702, 349]
protest-photo bbox=[345, 1612, 781, 1817]
section-color-band bbox=[26, 1837, 1515, 1846]
kirusuddi-column bbox=[37, 152, 324, 1815]
logo-emblem-icon bbox=[96, 54, 137, 95]
story-body bbox=[42, 1738, 318, 1822]
highway-crowd-photo bbox=[524, 1903, 769, 2065]
